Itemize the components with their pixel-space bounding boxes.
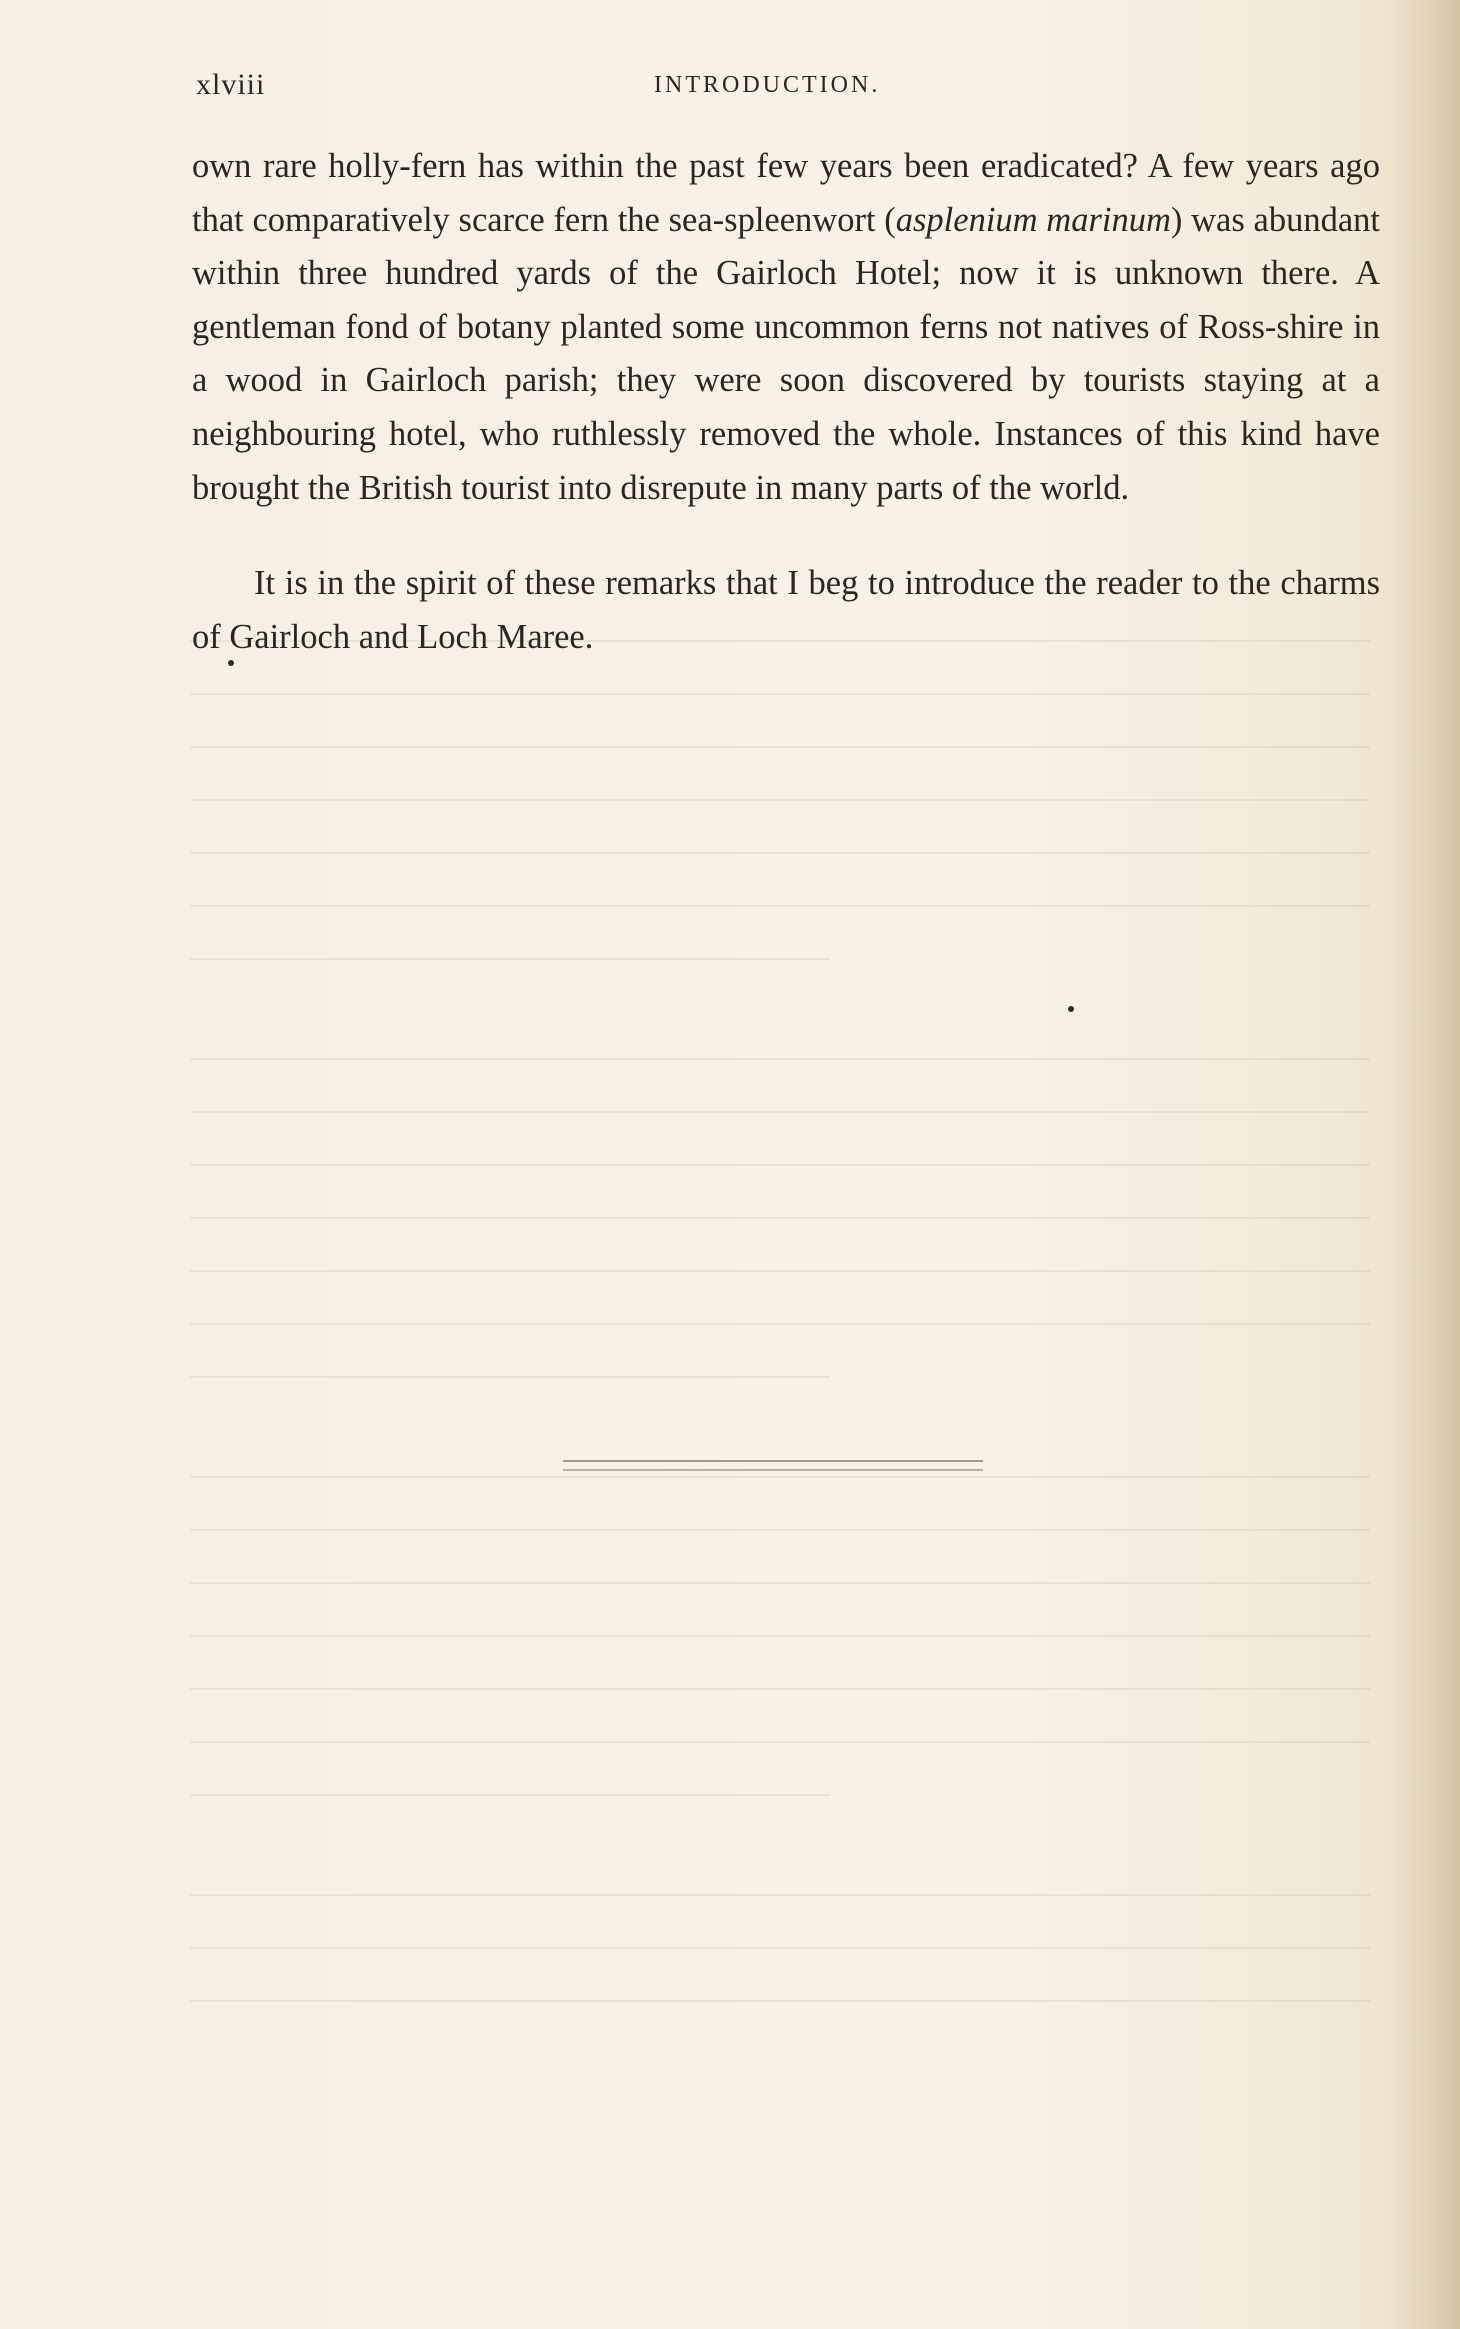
running-head: INTRODUCTION. xyxy=(654,72,881,98)
page-number: xlviii xyxy=(196,68,266,101)
show-through-line xyxy=(190,1529,1370,1531)
ink-speck xyxy=(228,660,234,666)
show-through-line xyxy=(190,1270,1370,1272)
show-through-line xyxy=(190,958,830,960)
show-through-line xyxy=(190,693,1370,695)
reverse-page-show-through xyxy=(190,640,1380,2200)
show-through-line xyxy=(190,905,1370,907)
paragraph-1-italic: asplenium marinum xyxy=(895,200,1171,239)
show-through-line xyxy=(190,1635,1370,1637)
show-through-line xyxy=(190,1688,1370,1690)
paragraph-2: It is in the spirit of these remarks that I beg to introduce the reader to the charms of Gairloch and Loch Maree. xyxy=(192,564,1380,656)
paragraph-1 xyxy=(192,140,1380,515)
ink-speck xyxy=(1068,1006,1074,1012)
show-through-line xyxy=(190,1476,1370,1478)
paragraph-1-part-2: ) was abundant within three hundred yards of the Gairloch Hotel; now it is unknown there. A gentleman fond of botany planted some uncommon ferns not natives of Ross-shire in a wood in Gairloch parish; they were soon discovered by tourists staying at a neighbouring hotel, who ruthlessly removed the whole. Instances of this kind have brought the British tourist into disrepute in many parts of the world. xyxy=(192,200,1380,507)
show-through-line xyxy=(190,1794,830,1796)
show-through-line xyxy=(190,1947,1370,1949)
page-header xyxy=(196,68,1376,108)
show-through-line xyxy=(190,746,1370,748)
show-through-line xyxy=(190,799,1370,801)
page-edge-shadow xyxy=(1390,0,1460,2329)
show-through-line xyxy=(190,1323,1370,1325)
show-through-line xyxy=(190,1894,1370,1896)
double-rule-divider xyxy=(563,1460,983,1471)
show-through-line xyxy=(190,852,1370,854)
show-through-line xyxy=(190,1111,1370,1113)
show-through-line xyxy=(190,1217,1370,1219)
show-through-line xyxy=(190,1582,1370,1584)
show-through-line xyxy=(190,2000,1370,2002)
paragraph-1-part-1: own rare holly-fern has within the past few years been eradicated? A few years ago that comparatively scarce fern the sea-spleenwort ( xyxy=(192,147,1380,239)
body-text xyxy=(192,140,1380,664)
show-through-line xyxy=(190,1164,1370,1166)
show-through-line xyxy=(190,1058,1370,1060)
show-through-line xyxy=(190,1376,830,1378)
show-through-line xyxy=(190,1741,1370,1743)
